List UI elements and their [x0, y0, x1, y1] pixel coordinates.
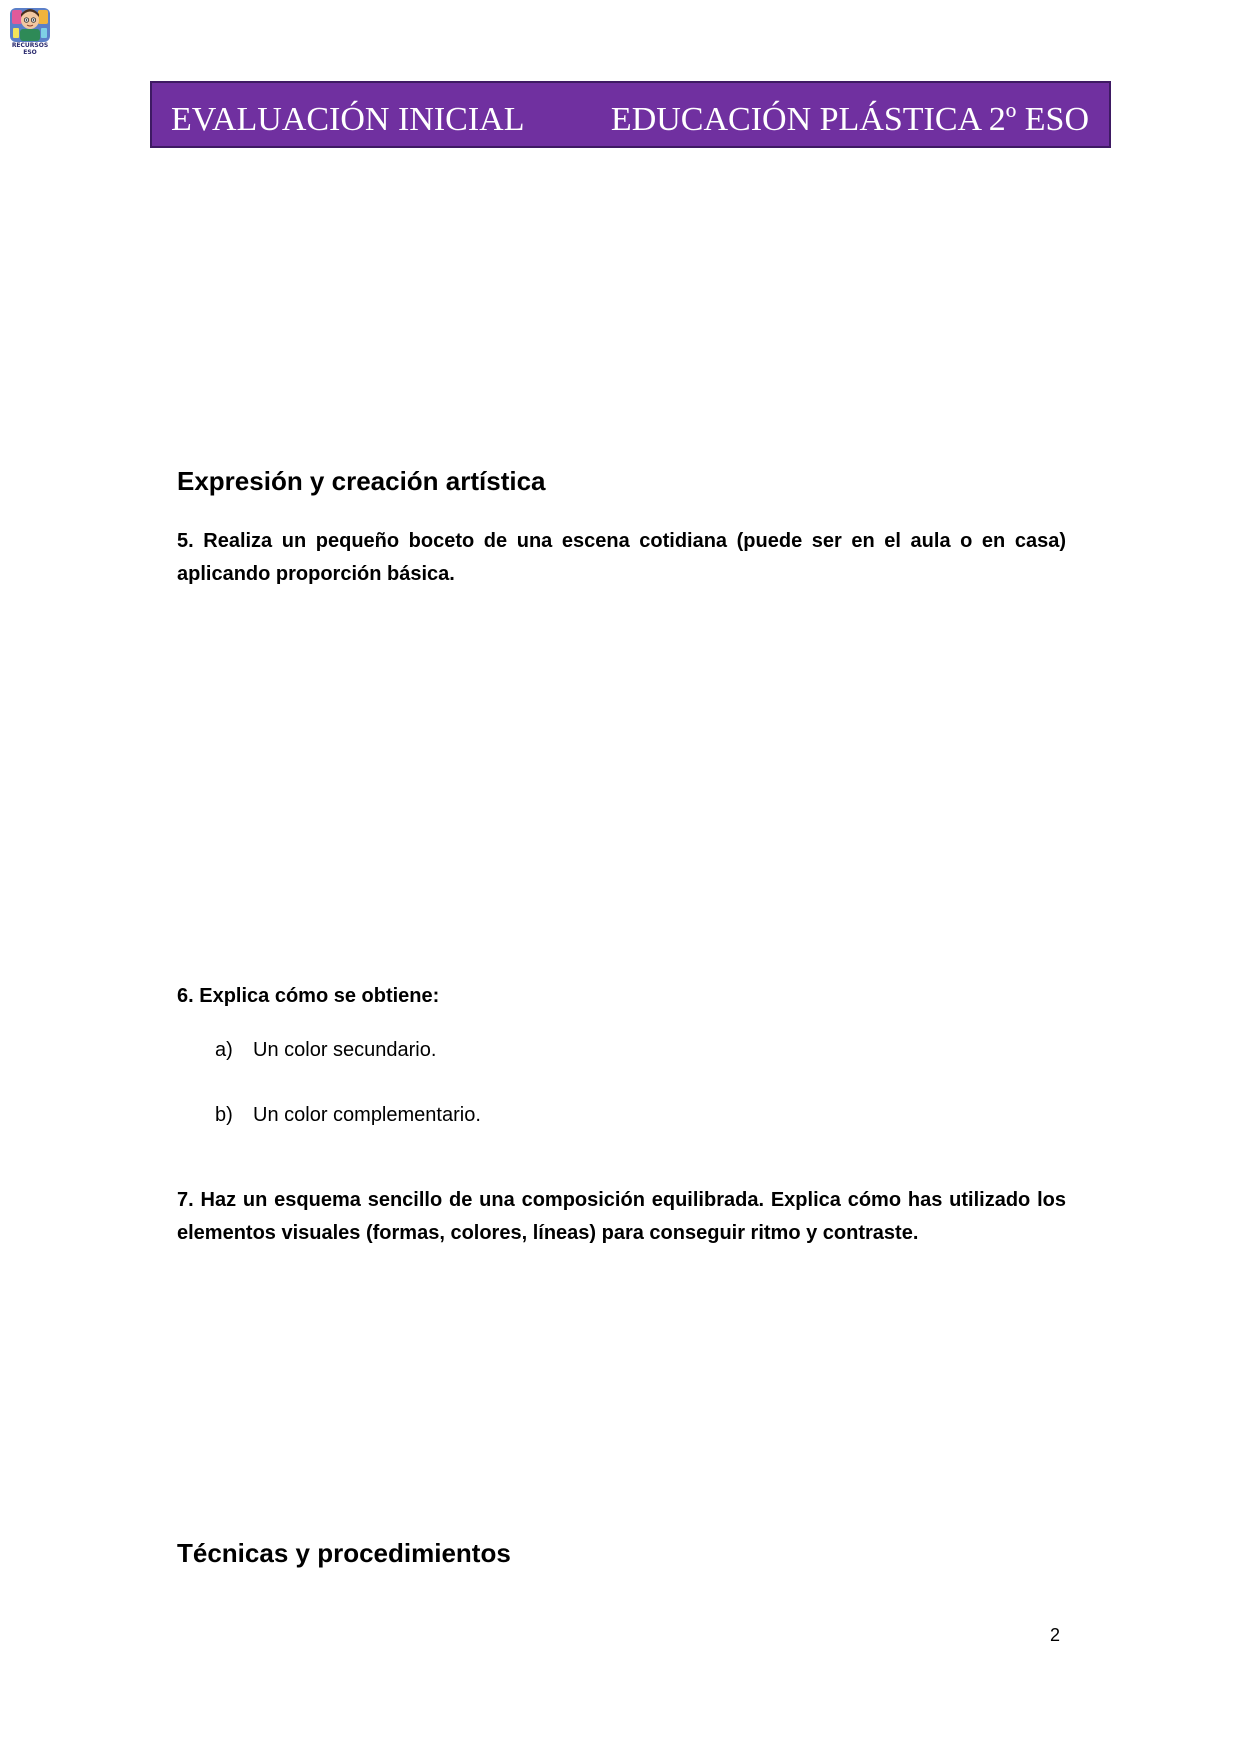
header-right-title: EDUCACIÓN PLÁSTICA 2º ESO	[610, 101, 1089, 138]
section-title-expresion: Expresión y creación artística	[177, 466, 546, 496]
list-text-b: Un color complementario.	[253, 1104, 481, 1126]
header-left-title: EVALUACIÓN INICIAL	[171, 101, 525, 138]
header-banner	[150, 81, 1111, 148]
logo-illustration-icon	[8, 4, 52, 44]
list-marker-a: a)	[215, 1039, 233, 1061]
list-text-a: Un color secundario.	[253, 1039, 437, 1061]
list-item-a	[215, 1039, 436, 1062]
question-5: 5. Realiza un pequeño boceto de una escena cotidiana (puede ser en el aula o en casa) aplicando proporción básica.	[177, 530, 1066, 585]
section-title-tecnicas: Técnicas y procedimientos	[177, 1538, 511, 1568]
question-7: 7. Haz un esquema sencillo de una composición equilibrada. Explica cómo has utilizado los elementos visuales (formas, colores, líneas) para conseguir ritmo y contraste.	[177, 1189, 1066, 1244]
list-marker-b: b)	[215, 1104, 233, 1126]
logo-text: RECURSOS ESO	[11, 42, 49, 56]
question-6: 6. Explica cómo se obtiene:	[177, 985, 440, 1007]
list-item-b	[215, 1104, 481, 1127]
recursos-eso-logo	[8, 4, 52, 58]
page-number: 2	[1050, 1625, 1061, 1645]
